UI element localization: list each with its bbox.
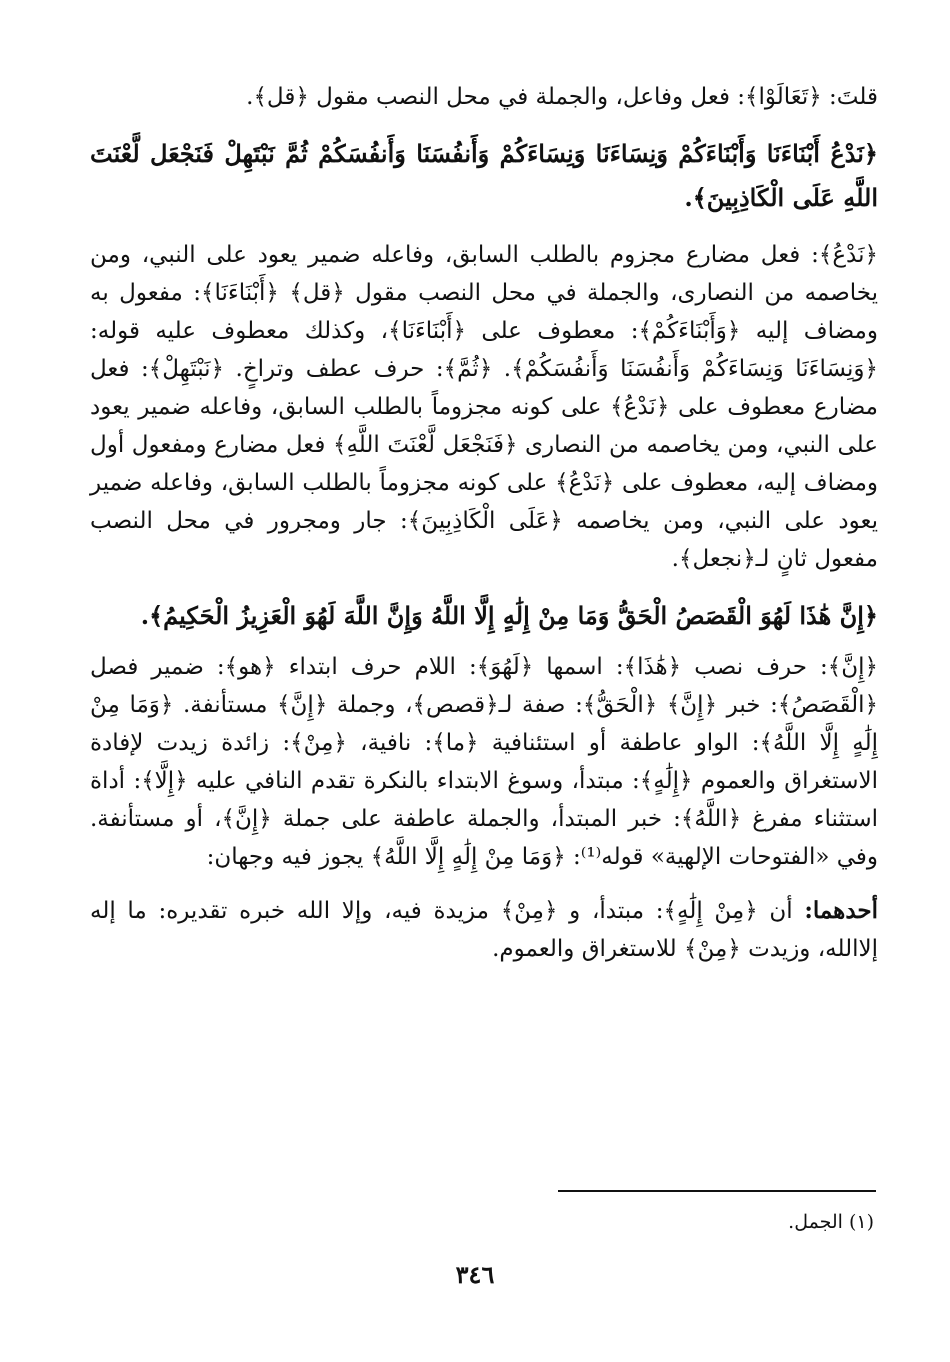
page-body <box>90 78 878 984</box>
quran-verse-mubahala: ﴿نَدْعُ أَبْنَاءَنَا وَأَبْنَاءَكُمْ وَنِسَاءَنَا وَنِسَاءَكُمْ وَأَنفُسَنَا وَأَنفُسَكُمْ ثُمَّ نَبْتَهِلْ فَنَجْعَل لَّعْنَتَ اللَّهِ عَلَى الْكَاذِبِينَ﴾. <box>90 139 878 212</box>
first-view-text: أن ﴿مِنْ إِلَٰهٍ﴾: مبتدأ، و ﴿مِنْ﴾ مزيدة فيه، وإلا الله خبره تقديره: ما إله إلاالله، وزيدت ﴿مِنْ﴾ للاستغراق والعموم. <box>90 898 878 962</box>
paragraph-parsing-nadu: ﴿نَدْعُ﴾: فعل مضارع مجزوم بالطلب السابق، وفاعله ضمير يعود على النبي، ومن يخاصمه من النصارى، والجملة في محل النصب مقول ﴿قل﴾ ﴿أَبْنَاءَنَا﴾: مفعول به ومضاف إليه ﴿وَأَبْنَاءَكُمْ﴾: معطوف على ﴿أَبْنَاءَنَا﴾، وكذلك معطوف عليه قوله: ﴿وَنِسَاءَنَا وَنِسَاءَكُمْ وَأَنفُسَنَا وَأَنفُسَكُمْ﴾. ﴿ثُمَّ﴾: حرف عطف وتراخٍ. ﴿نَبْتَهِلْ﴾: فعل مضارع معطوف على ﴿نَدْعُ﴾ على كونه مجزوماً بالطلب السابق، وفاعله ضمير يعود على النبي، ومن يخاصمه من النصارى ﴿فَنَجْعَل لَّعْنَتَ اللَّهِ﴾ فعل مضارع ومفعول أول ومضاف إليه، معطوف على ﴿نَدْعُ﴾ على كونه مجزوماً بالطلب السابق، وفاعله ضمير يعود على النبي، ومن يخاصمه ﴿عَلَى الْكَاذِبِينَ﴾: جار ومجرور في محل النصب مفعول ثانٍ لـ﴿نجعل﴾. <box>90 242 878 572</box>
paragraph-intro: قلتَ: ﴿تَعَالَوْا﴾: فعل وفاعل، والجملة في محل النصب مقول ﴿قل﴾. <box>246 84 878 110</box>
paragraph-parsing-inna: ﴿إِنَّ﴾: حرف نصب ﴿هَٰذَا﴾: اسمها ﴿لَهُوَ﴾: اللام حرف ابتداء ﴿هو﴾: ضمير فصل ﴿الْقَصَصُ﴾: خبر ﴿إِنَّ﴾ ﴿الْحَقُّ﴾: صفة لـ﴿قصص﴾، وجملة ﴿إِنَّ﴾ مستأنفة. ﴿وَمَا مِنْ إِلَٰهٍ إِلَّا اللَّهُ﴾: الواو عاطفة أو استئنافية ﴿ما﴾: نافية، ﴿مِنْ﴾: زائدة زيدت لإفادة الاستغراق والعموم ﴿إِلَٰهٍ﴾: مبتدأ، وسوغ الابتداء بالنكرة تقدم النافي عليه ﴿إِلَّا﴾: أداة استثناء مفرغ ﴿اللَّهُ﴾: خبر المبتدأ، والجملة عاطفة على جملة ﴿إِنَّ﴾، أو مستأنفة. وفي «الفتوحات الإلهية» قوله⁽¹⁾: ﴿وَمَا مِنْ إِلَٰهٍ إِلَّا اللَّهُ﴾ يجوز فيه وجهان: <box>90 654 878 870</box>
footnote: (١) الجمل. <box>788 1211 874 1233</box>
footnote-divider <box>558 1190 876 1192</box>
page-number: ٣٤٦ <box>455 1260 495 1289</box>
paragraph-first-view <box>90 892 878 968</box>
first-view-label: أحدهما: <box>804 897 878 924</box>
quran-verse-qasas: ﴿إِنَّ هَٰذَا لَهُوَ الْقَصَصُ الْحَقُّ وَمَا مِنْ إِلَٰهٍ إِلَّا اللَّهُ وَإِنَّ اللَّهَ لَهُوَ الْعَزِيزُ الْحَكِيمُ﴾. <box>140 601 878 630</box>
